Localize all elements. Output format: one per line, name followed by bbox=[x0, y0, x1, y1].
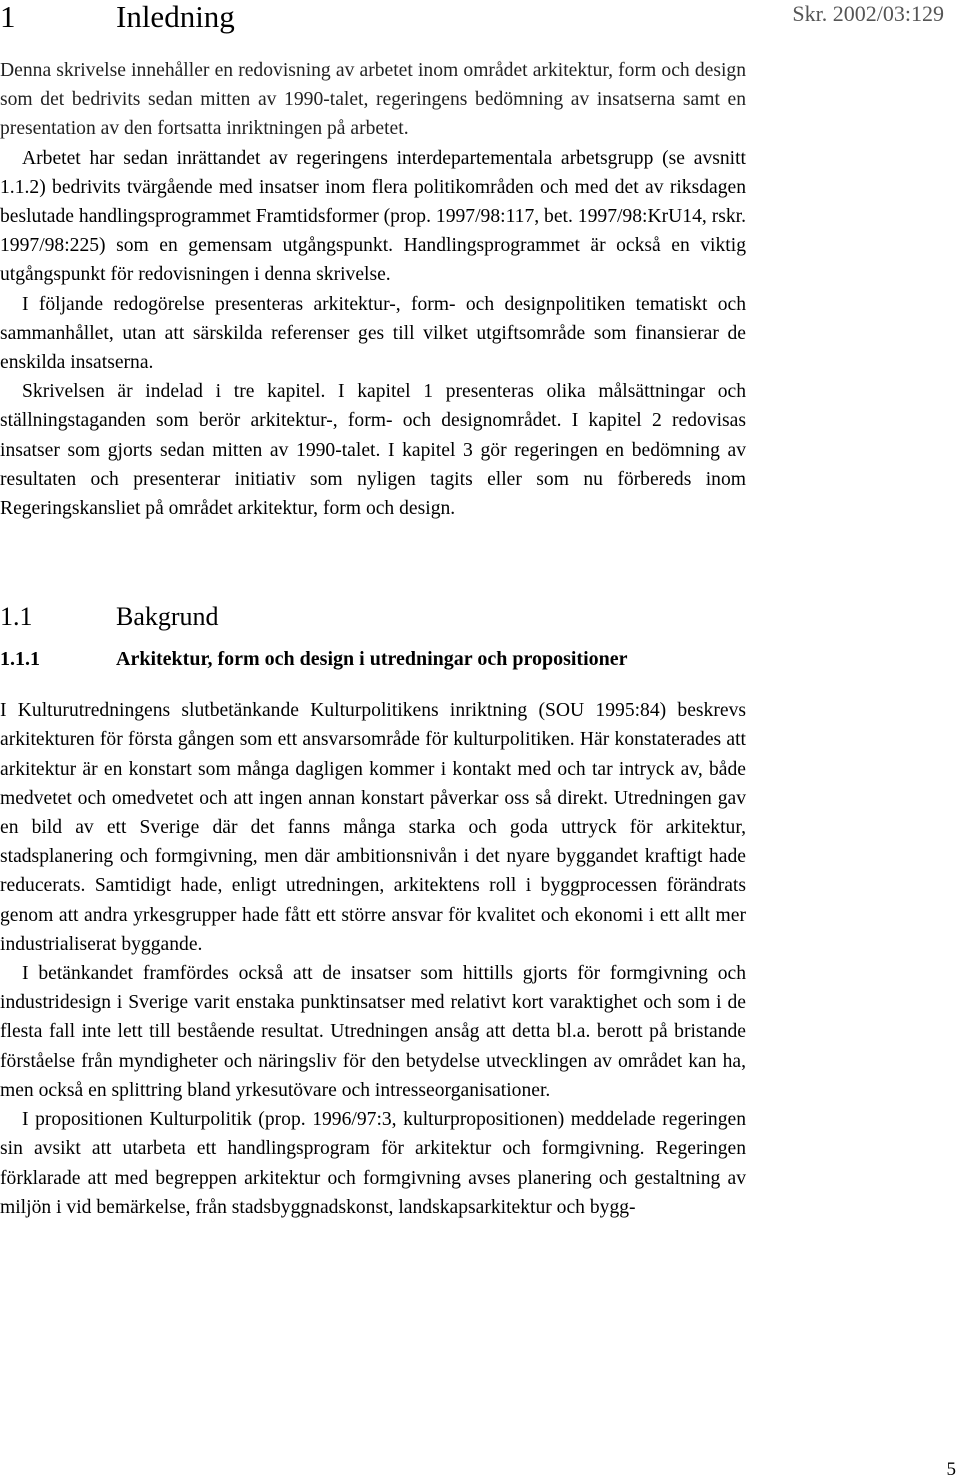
body-paragraph-3: I propositionen Kulturpolitik (prop. 1996/97:3, kulturpropositionen) meddelade regeringen sin avsikt att utarbeta ett handlingsprogram för arkitektur och formgivning. Regeringen förklarade att med begreppen arkitektur och formgivning avses planering och gestaltning av miljön i vid bemärkelse, från stadsbyggnadskonst, landskapsarkitektur och bygg- bbox=[0, 1109, 746, 1218]
subsection-title: Arkitektur, form och design i utredningar och propositioner bbox=[116, 648, 628, 671]
spacer bbox=[0, 523, 746, 557]
page-number: 5 bbox=[946, 1459, 956, 1480]
section-title: Bakgrund bbox=[116, 602, 219, 632]
main-text bbox=[0, 56, 746, 1222]
intro-paragraph-2: Arbetet har sedan inrättandet av regeringens interdepartementala arbetsgrupp (se avsnitt 1.1.2) bedrivits tvärgående med insatser inom flera politikområden och med det av riksdagen beslutade handlingsprogrammet Framtidsformer (prop. 1997/98:117, bet. 1997/98:KrU14, rskr. 1997/98:225) som en gemensam utgångspunkt. Handlingsprogrammet är också en viktig utgångspunkt för redovisningen i denna skrivelse. bbox=[0, 147, 746, 286]
subsection-heading bbox=[0, 645, 746, 674]
section-heading bbox=[0, 601, 746, 633]
body-paragraph-1: I Kulturutredningens slutbetänkande Kulturpolitikens inriktning (SOU 1995:84) beskrevs arkitekturen för första gången som ett ansvarsområde för kulturpolitiken. Här konstaterades att arkitektur är en konstart som många dagligen kommer i kontakt med och tar intryck av, både medvetet och omedvetet och att ingen annan konstart påverkar oss så direkt. Utredningen gav en bild av ett Sverige där det fanns många starka och goda uttryck för arkitektur, stadsplanering och formgivning, men där ambitionsnivån i det nyare byggandet kraftigt hade reducerats. Samtidigt hade, enligt utredningen, arkitektens roll i byggprocessen förändrats genom att andra yrkesgrupper hade fått ett större ansvar för kvalitet och ekonomi i ett allt mer industrialiserat byggande. bbox=[0, 700, 746, 955]
chapter-number: 1 bbox=[0, 0, 16, 34]
document-reference: Skr. 2002/03:129 bbox=[792, 1, 944, 26]
intro-paragraph-3: I följande redogörelse presenteras arkitektur-, form- och designpolitiken tematiskt och sammanhållet, utan att särskilda referenser ges till vilket utgiftsområde som finansierar de enskilda insatserna. bbox=[0, 293, 746, 374]
body-paragraph-2: I betänkandet framfördes också att de insatser som hittills gjorts för formgivning och industridesign i Sverige varit enstaka punktinsatser med relativt kort varaktighet och som i de flesta fall inte lett till bestående resultat. Utredningen ansåg att detta bl.a. berott på bristande förståelse från myndigheter och näringsliv för den betydelse utvecklingen av området kan ha, men också en splittring bland yrkesutövare och intresseorganisationer. bbox=[0, 963, 746, 1101]
intro-paragraph-4: Skrivelsen är indelad i tre kapitel. I kapitel 1 presenteras olika målsättningar och ställningstaganden som berör arkitektur-, form- och designområdet. I kapitel 2 redovisas insatser som gjorts sedan mitten av 1990-talet. I kapitel 3 gör regeringen en bedömning av resultaten och presenterar initiativ som nyligen tagits eller som nu förbereds inom Regeringskansliet på området arkitektur, form och design. bbox=[0, 381, 746, 520]
intro-paragraph-1: Denna skrivelse innehåller en redovisning av arbetet inom området arkitektur, form och design som det bedrivits sedan mitten av 1990-talet, regeringens bedömning av insatserna samt en presentation av den fortsatta inriktningen på arbetet. bbox=[0, 60, 746, 140]
chapter-title: Inledning bbox=[116, 0, 235, 34]
section-number: 1.1 bbox=[0, 602, 33, 632]
subsection-number: 1.1.1 bbox=[0, 648, 40, 671]
chapter-heading bbox=[0, 0, 235, 34]
